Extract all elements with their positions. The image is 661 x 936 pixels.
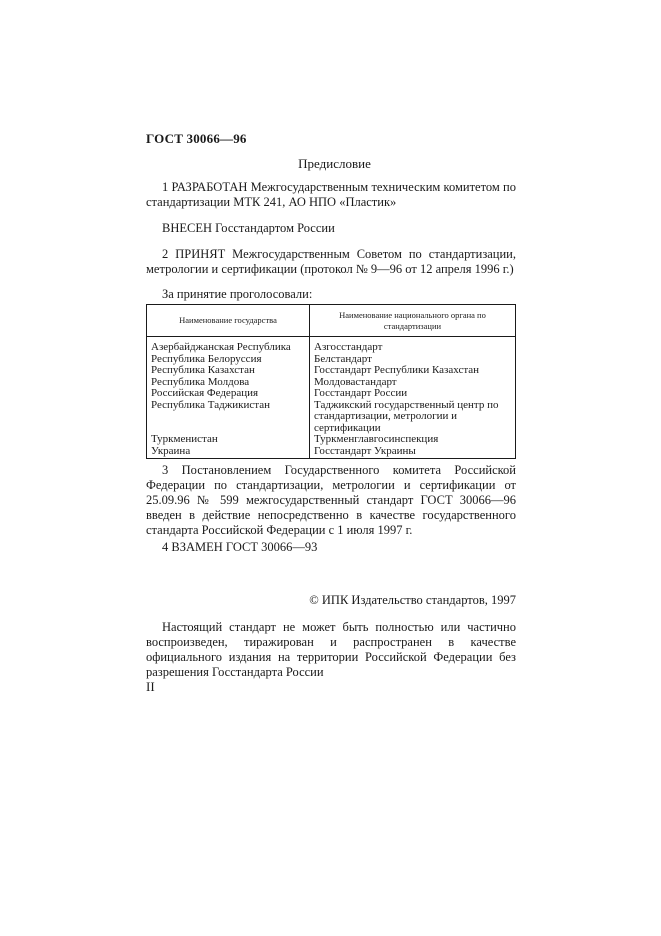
state-name: Туркменистан: [147, 434, 310, 446]
column-header-body: Наименование национального органа по стандартизации: [310, 305, 516, 337]
standards-body: Госстандарт Республики Казахстан: [310, 365, 516, 377]
copyright-line: © ИПК Издательство стандартов, 1997: [309, 593, 516, 607]
standards-body: Молдовастандарт: [310, 377, 516, 389]
table-row: [147, 388, 516, 400]
state-name: Республика Молдова: [147, 377, 310, 389]
page-number: II: [146, 679, 155, 694]
section-replaces: 4 ВЗАМЕН ГОСТ 30066—93: [162, 540, 318, 554]
table-row: [147, 337, 516, 354]
section-introduced: ВНЕСЕН Госстандартом России: [162, 221, 335, 235]
section-resolution: 3 Постановлением Государственного комитета Российской Федерации по стандартизации, метрологии и сертификации от 25.09.96 № 599 межгосударственный стандарт ГОСТ 30066—96 введен в действие непосредственно в качестве государственного стандарта Российской Федерации с 1 июля 1997 г.: [146, 463, 516, 537]
standards-body: Госстандарт России: [310, 388, 516, 400]
table-row: [147, 434, 516, 446]
state-name: Украина: [147, 446, 310, 459]
column-header-state: Наименование государства: [147, 305, 310, 337]
page-title: Предисловие: [298, 156, 371, 171]
state-name: Республика Казахстан: [147, 365, 310, 377]
voting-states-table: [146, 304, 516, 459]
state-name: Республика Таджикистан: [147, 400, 310, 435]
voted-intro: За принятие проголосовали:: [162, 287, 313, 301]
table-row: [147, 400, 516, 435]
section-developed: 1 РАЗРАБОТАН Межгосударственным техническим комитетом по стандартизации МТК 241, АО НПО «Пластик»: [146, 180, 516, 209]
standards-body: Туркменглавгосинспекция: [310, 434, 516, 446]
reproduction-notice: Настоящий стандарт не может быть полностью или частично воспроизведен, тиражирован и распространен в качестве официального издания на территории Российской Федерации без разрешения Госстандарта России: [146, 620, 516, 679]
section-adopted: 2 ПРИНЯТ Межгосударственным Советом по стандартизации, метрологии и сертификации (протокол № 9—96 от 12 апреля 1996 г.): [146, 247, 516, 276]
standards-body: Таджикский государственный центр по стандартизации, метрологии и сертификации: [310, 400, 516, 435]
standards-body: Белстандарт: [310, 354, 516, 366]
table-header-row: [147, 305, 516, 337]
state-name: Азербайджанская Республика: [147, 337, 310, 354]
standard-code: ГОСТ 30066—96: [146, 131, 247, 146]
standards-body: Госстандарт Украины: [310, 446, 516, 459]
state-name: Республика Белоруссия: [147, 354, 310, 366]
standards-body: Азгосстандарт: [310, 337, 516, 354]
state-name: Российская Федерация: [147, 388, 310, 400]
table-row: [147, 365, 516, 377]
table-row: [147, 446, 516, 459]
